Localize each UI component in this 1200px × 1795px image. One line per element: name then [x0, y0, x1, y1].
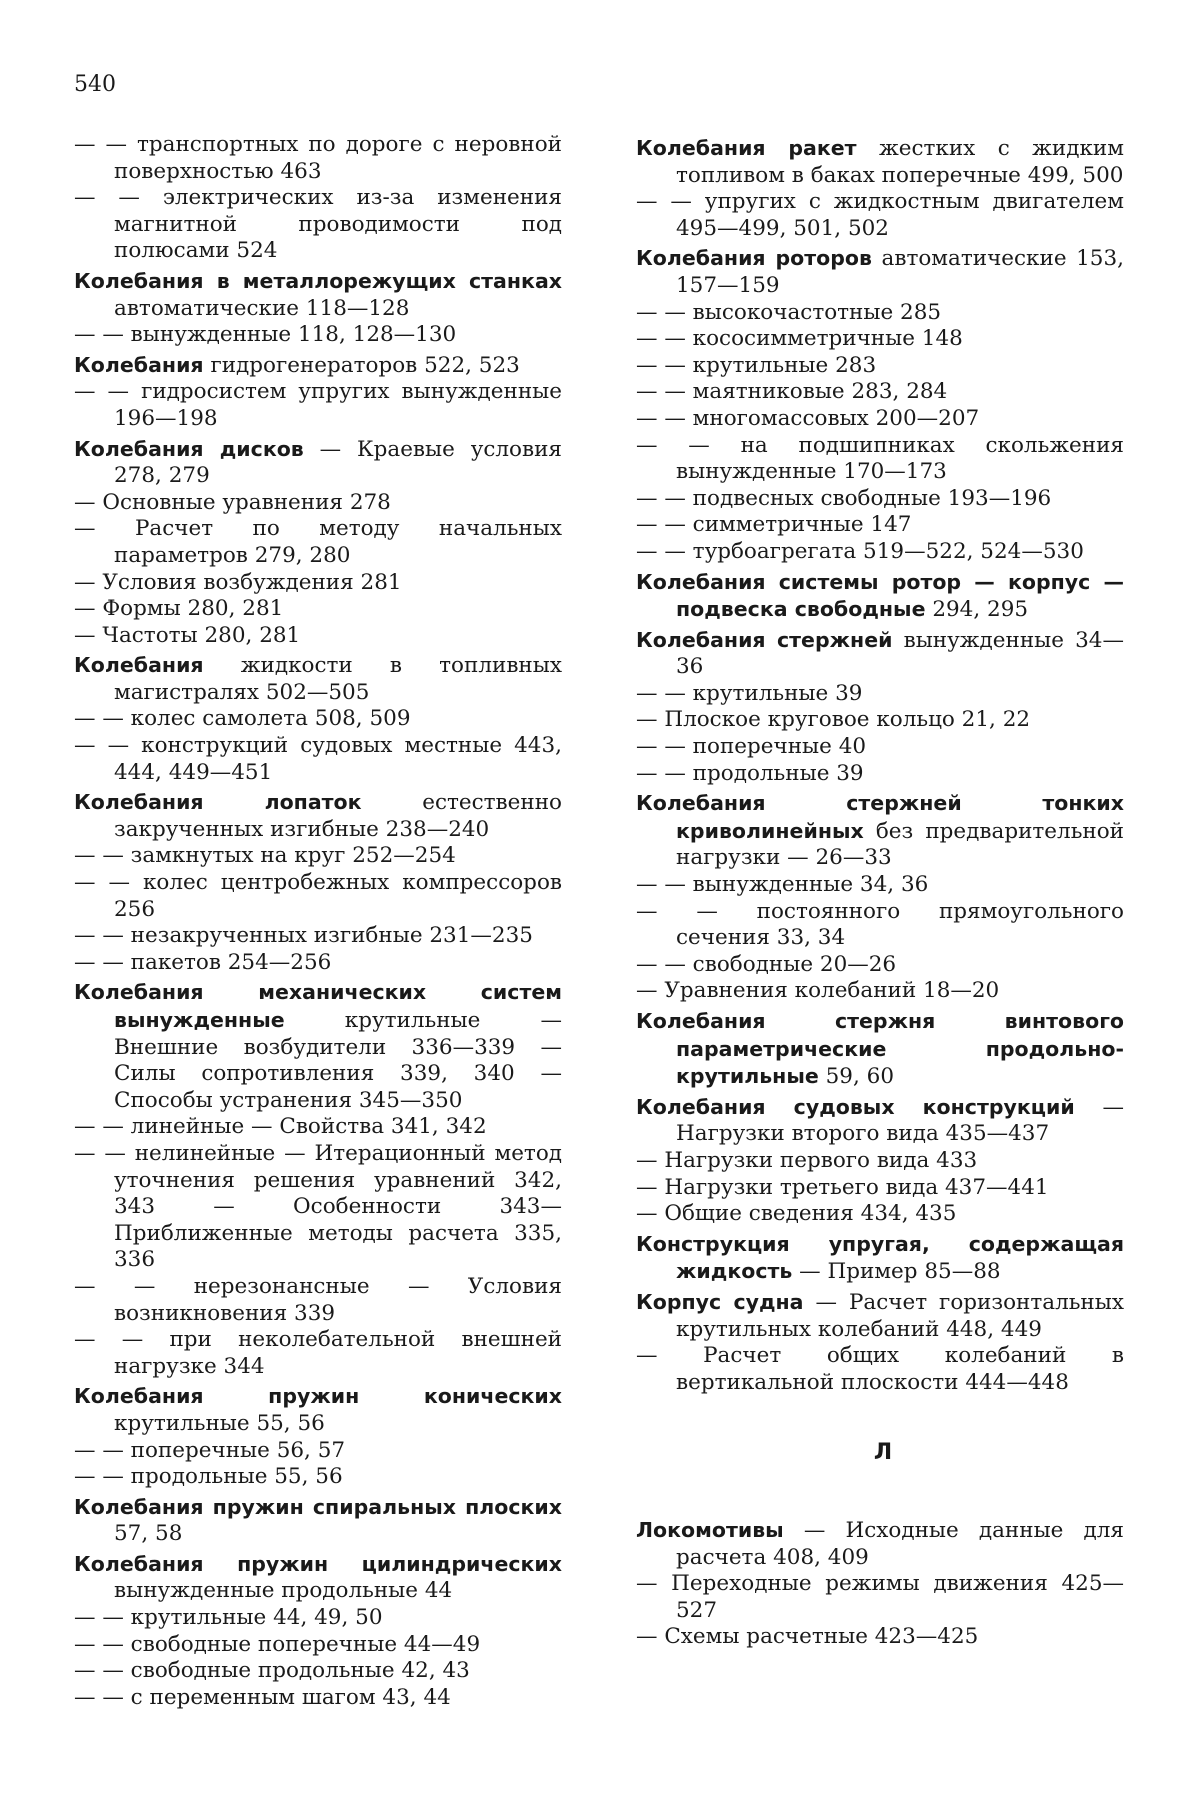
index-entry-sub — [74, 185, 562, 265]
entry-text: автоматические 118—128 — [114, 295, 410, 321]
entry-text: — Нагрузки третьего вида 437—441 — [636, 1174, 1049, 1200]
entry-text: вынужденные продольные 44 — [114, 1578, 453, 1604]
index-entry-sub — [636, 734, 1124, 761]
entry-text: — — свободные 20—26 — [636, 951, 897, 977]
entry-text: — — колес самолета 508, 509 — [74, 706, 411, 732]
entry-text: — Частоты 280, 281 — [74, 622, 301, 648]
entry-text: — — поперечные 40 — [636, 734, 867, 760]
index-entry-main — [636, 135, 1124, 189]
index-entry-sub — [74, 733, 562, 786]
entry-text: 57, 58 — [114, 1521, 183, 1547]
index-entry-main — [74, 352, 562, 380]
index-entry-sub — [636, 681, 1124, 708]
index-entry-main — [74, 1383, 562, 1437]
index-entry-sub — [636, 899, 1124, 952]
entry-heading: Колебания лопаток — [74, 790, 362, 815]
index-entry-main — [636, 790, 1124, 872]
entry-text: крутильные — Внешние возбудители 336—339 — Силы сопротивления 339, 340 — Способы устранения 345—350 — [114, 1008, 562, 1113]
entry-text: — — конструкций судовых местные 443, 444, 449—451 — [74, 733, 562, 785]
index-entry-main — [74, 436, 562, 490]
entry-text: — Переходные режимы движения 425—527 — [636, 1571, 1124, 1623]
entry-heading: Локомотивы — [636, 1517, 784, 1542]
entry-heading: Корпус судна — [636, 1289, 804, 1314]
index-entry-sub — [636, 486, 1124, 513]
entry-text: — Условия возбуждения 281 — [74, 569, 402, 595]
entry-text: — — незакрученных изгибные 231—235 — [74, 923, 533, 949]
index-entry-sub — [74, 132, 562, 185]
index-entry-sub — [74, 1605, 562, 1632]
entry-text: — — поперечные 56, 57 — [74, 1437, 346, 1463]
index-entry-sub — [74, 923, 562, 950]
entry-text: — Краевые условия 278, 279 — [114, 436, 562, 489]
index-entry-sub — [74, 1685, 562, 1712]
index-entry-main — [636, 569, 1124, 624]
entry-text: жидкости в топливных магистралях 502—505 — [114, 653, 562, 705]
entry-text: — — линейные — Свойства 341, 342 — [74, 1114, 487, 1140]
index-entry-sub — [636, 1175, 1124, 1202]
index-entry-sub — [636, 326, 1124, 353]
entry-text: естественно закрученных изгибные 238—240 — [114, 790, 562, 842]
index-entry-sub — [74, 870, 562, 923]
index-entry-sub — [74, 950, 562, 977]
index-entry-sub — [636, 1571, 1124, 1624]
index-entry-sub — [636, 872, 1124, 899]
entry-heading: Колебания механических систем вынужденные — [74, 980, 562, 1032]
index-entry-sub — [74, 1141, 562, 1274]
index-entry-main — [636, 1289, 1124, 1343]
entry-text: 59, 60 — [818, 1064, 894, 1090]
index-entry-main — [74, 268, 562, 322]
entry-text: — — вынужденные 34, 36 — [636, 872, 929, 898]
entry-text: — — упругих с жидкостным двигателем 495—499, 501, 502 — [636, 189, 1124, 241]
entry-text: — — турбоагрегата 519—522, 524—530 — [636, 538, 1084, 564]
index-section-k-continued — [636, 135, 1124, 1396]
index-entry-main — [74, 789, 562, 843]
entry-text: — — многомассовых 200—207 — [636, 405, 980, 431]
entry-text: — — высокочастотные 285 — [636, 299, 942, 325]
index-entry-main — [636, 1517, 1124, 1571]
index-entry-sub — [74, 1438, 562, 1465]
index-entry-main — [636, 1094, 1124, 1148]
index-entry-sub — [636, 978, 1124, 1005]
entry-text: — — постоянного прямоугольного сечения 33, 34 — [636, 898, 1124, 951]
entry-text: — Плоское круговое кольцо 21, 22 — [636, 707, 1031, 733]
entry-heading: Колебания ракет — [636, 136, 857, 160]
entry-text: — Нагрузки первого вида 433 — [636, 1147, 978, 1173]
entry-text: — — при неколебательной внешней нагрузке 344 — [74, 1327, 562, 1379]
index-entry-sub — [636, 952, 1124, 979]
entry-text: — Схемы расчетные 423—425 — [636, 1624, 979, 1650]
index-entry-main — [74, 1551, 562, 1605]
index-entry-sub — [636, 761, 1124, 788]
entry-text: — — замкнутых на круг 252—254 — [74, 843, 456, 869]
entry-text: — Расчет общих колебаний в вертикальной плоскости 444—448 — [636, 1343, 1124, 1395]
entry-text: автоматические 153, 157—159 — [676, 246, 1124, 298]
index-entry-sub — [636, 300, 1124, 327]
index-entry-sub — [74, 570, 562, 597]
index-entry-sub — [74, 843, 562, 870]
entry-heading: Конструкция упругая, содержащая жидкость — [636, 1231, 1124, 1284]
entry-text: — — крутильные 283 — [636, 352, 877, 378]
index-entry-main — [74, 652, 562, 706]
entry-text: — Формы 280, 281 — [74, 596, 284, 622]
index-entry-main — [636, 1231, 1124, 1286]
entry-text: — — крутильные 44, 49, 50 — [74, 1605, 383, 1631]
entry-text: — — колес центробежных компрессоров 256 — [74, 870, 562, 922]
index-column-left — [74, 132, 562, 1711]
index-entry-main — [636, 1008, 1124, 1091]
entry-text: — — вынужденные 118, 128—130 — [74, 322, 457, 348]
index-entry-sub — [74, 1632, 562, 1659]
entry-text: крутильные 55, 56 — [114, 1410, 325, 1436]
entry-heading: Колебания стержней тонких криволинейных — [636, 791, 1124, 843]
index-entry-sub — [636, 406, 1124, 433]
entry-heading: Колебания роторов — [636, 246, 872, 271]
index-entry-sub — [74, 322, 562, 349]
entry-text: — Основные уравнения 278 — [74, 489, 391, 515]
entry-heading: Колебания — [74, 352, 204, 377]
index-entry-main — [74, 979, 562, 1114]
index-entry-sub — [636, 539, 1124, 566]
index-entry-sub — [74, 1464, 562, 1491]
entry-heading: Колебания стержня винтового параметрические продольно-крутильные — [636, 1009, 1124, 1089]
entry-text: — — электрических из-за изменения магнитной проводимости под полюсами 524 — [74, 185, 562, 264]
entry-text: — — крутильные 39 — [636, 680, 863, 706]
index-entry-main — [636, 245, 1124, 299]
entry-heading: Колебания пружин конических — [74, 1384, 562, 1409]
index-entry-sub — [74, 1327, 562, 1380]
entry-text: — — симметричные 147 — [636, 512, 912, 538]
index-entry-sub — [636, 512, 1124, 539]
entry-heading: Колебания судовых конструкций — [636, 1094, 1075, 1119]
index-entry-sub — [74, 1658, 562, 1685]
index-entry-sub — [636, 433, 1124, 486]
entry-text: — Исходные данные для расчета 408, 409 — [676, 1517, 1124, 1570]
letter-heading: Л — [873, 1440, 893, 1466]
index-entry-sub — [636, 353, 1124, 380]
entry-text: — — подвесных свободные 193—196 — [636, 485, 1052, 511]
entry-heading: Колебания — [74, 653, 204, 678]
entry-text: — — гидросистем упругих вынужденные 196—198 — [74, 379, 562, 431]
index-entry-sub — [74, 596, 562, 623]
entry-text: — Расчет по методу начальных параметров 279, 280 — [74, 516, 562, 568]
entry-text: — Общие сведения 434, 435 — [636, 1201, 957, 1227]
index-section-l — [636, 1517, 1124, 1651]
entry-heading: Колебания стержней — [636, 627, 893, 652]
index-entry-sub — [74, 490, 562, 517]
entry-text: — — маятниковые 283, 284 — [636, 379, 948, 405]
index-entry-sub — [74, 706, 562, 733]
entry-text: — — продольные 55, 56 — [74, 1464, 343, 1490]
entry-text: жестких с жидким топливом в баках поперечные 499, 500 — [676, 136, 1124, 188]
entry-heading: Колебания пружин цилиндрических — [74, 1551, 562, 1576]
entry-text: — — транспортных по дороге с неровной поверхностью 463 — [74, 132, 562, 184]
index-entry-sub — [636, 1624, 1124, 1651]
index-entry-sub — [636, 1343, 1124, 1396]
entry-text: — Пример 85—88 — [792, 1259, 1001, 1285]
entry-text: 294, 295 — [925, 597, 1029, 623]
entry-heading: Колебания системы ротор — корпус — подвеска свободные — [636, 569, 1124, 622]
page-number: 540 — [74, 72, 116, 97]
entry-text: — Уравнения колебаний 18—20 — [636, 978, 1000, 1004]
entry-text: вынужденные 34—36 — [676, 627, 1124, 680]
entry-text: — — продольные 39 — [636, 760, 864, 786]
entry-heading: Колебания в металлорежущих станках — [74, 268, 562, 293]
entry-text: — Нагрузки второго вида 435—437 — [676, 1094, 1124, 1147]
entry-text: — — кососимметричные 148 — [636, 326, 963, 352]
index-entry-sub — [74, 1114, 562, 1141]
index-entry-sub — [636, 1148, 1124, 1175]
entry-text: — — нелинейные — Итерационный метод уточнения решения уравнений 342, 343 — Особенности 343— Приближенные методы расчета 335, 336 — [74, 1140, 562, 1273]
index-entry-sub — [74, 1274, 562, 1327]
entry-heading: Колебания пружин спиральных плоских — [74, 1494, 562, 1519]
entry-text: — — свободные продольные 42, 43 — [74, 1658, 470, 1684]
entry-text: без предварительной нагрузки — 26—33 — [676, 818, 1124, 871]
index-entry-sub — [636, 189, 1124, 242]
index-entry-main — [74, 1494, 562, 1548]
index-entry-sub — [74, 379, 562, 432]
index-entry-sub — [636, 379, 1124, 406]
entry-text: — Расчет горизонтальных крутильных колебаний 448, 449 — [676, 1289, 1124, 1342]
entry-text: — — нерезонансные — Условия возникновения 339 — [74, 1273, 562, 1326]
entry-text: гидрогенераторов 522, 523 — [203, 352, 520, 378]
index-entry-sub — [74, 516, 562, 569]
index-entry-sub — [636, 707, 1124, 734]
index-entry-sub — [636, 1201, 1124, 1228]
entry-text: — — свободные поперечные 44—49 — [74, 1631, 481, 1657]
entry-heading: Колебания дисков — [74, 436, 304, 461]
entry-text: — — с переменным шагом 43, 44 — [74, 1684, 451, 1710]
index-column-right — [636, 132, 1124, 1651]
index-entry-main — [636, 627, 1124, 681]
entry-text: — — на подшипниках скольжения вынужденные 170—173 — [636, 432, 1124, 485]
index-entry-sub — [74, 623, 562, 650]
entry-text: — — пакетов 254—256 — [74, 949, 332, 975]
